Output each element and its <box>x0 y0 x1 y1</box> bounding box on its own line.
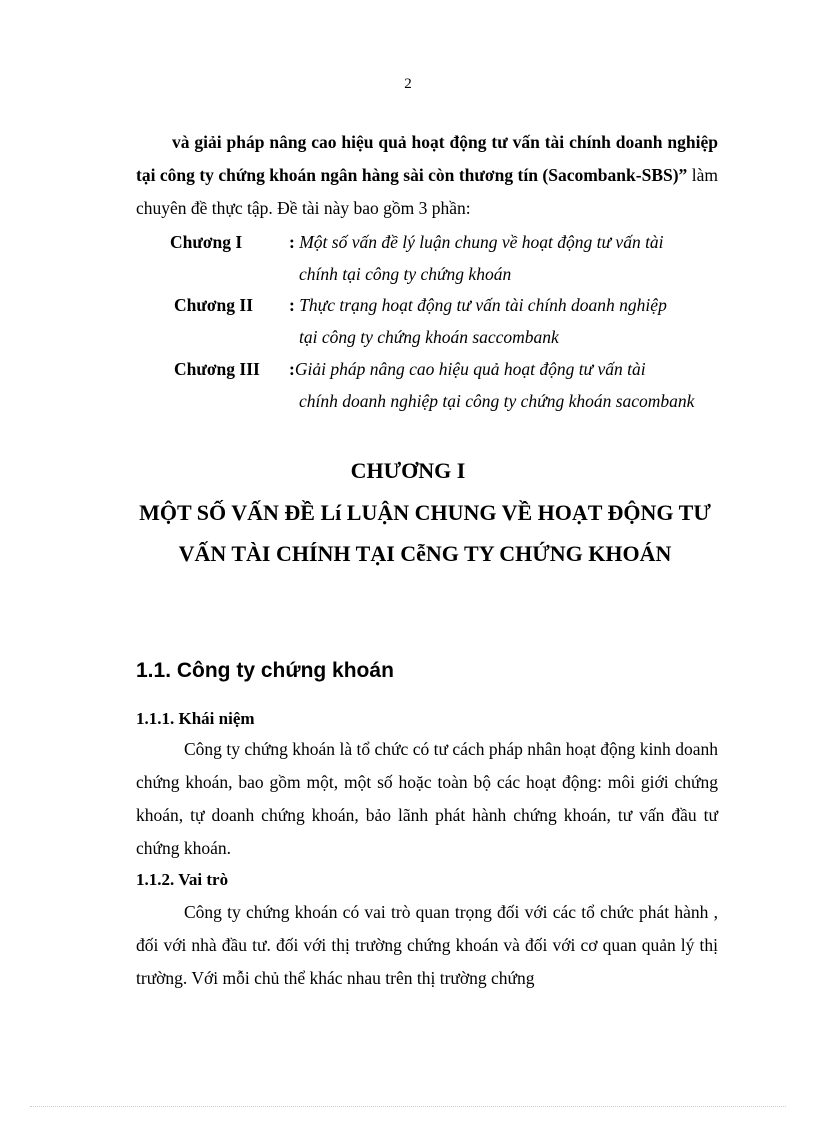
chapter-desc-line1: Thực trạng hoạt động tư vấn tài chính doanh nghiệp <box>299 295 667 315</box>
chapter-colon: : <box>289 232 300 252</box>
chapter-desc-line1: Một số vấn đề lý luận chung về hoạt động tư vấn tài <box>299 232 664 252</box>
definition-paragraph <box>136 733 718 865</box>
chapter-colon: : <box>289 295 300 315</box>
chapter-desc-rest: chính doanh nghiệp tại công ty chứng khoán sacombank <box>299 391 695 411</box>
definition-text: Công ty chứng khoán là tổ chức có tư cách pháp nhân hoạt động kinh doanh chứng khoán, bao gồm một, một số hoặc toàn bộ các hoạt động: môi giới chứng khoán, tự doanh chứng khoán, bảo lãnh phát hành chứng khoán, tư vấn đầu tư chứng khoán. <box>136 739 718 858</box>
chapter-desc-rest: chính tại công ty chứng khoán <box>299 264 512 284</box>
chapter-colon: : <box>289 359 295 379</box>
intro-bold-text: và giải pháp nâng cao hiệu quả hoạt động tư vấn tài chính doanh nghiệp tại công ty chứng khoán ngân hàng sài còn thương tín (Sacombank-SBS)” <box>136 132 718 185</box>
subsection-heading-definition: 1.1.1. Khái niệm <box>136 709 255 728</box>
chapter-desc-rest: tại công ty chứng khoán saccombank <box>299 327 559 347</box>
chapter-title: CHƯƠNG I <box>350 458 466 483</box>
footer-divider <box>30 1106 786 1107</box>
section-heading: 1.1. Công ty chứng khoán <box>136 659 394 682</box>
chapter-desc-line1: Giải pháp nâng cao hiệu quả hoạt động tư vấn tài <box>294 359 646 379</box>
intro-normal-text: làm chuyên đề thực tập. Đề tài này bao gồm 3 phần: <box>136 165 719 218</box>
chapter-description <box>289 226 718 290</box>
chapter-label: Chương I <box>170 232 243 252</box>
role-paragraph <box>136 896 718 995</box>
subsection-heading-role: 1.1.2. Vai trò <box>136 870 229 889</box>
chapter-description <box>289 289 718 353</box>
page-number: 2 <box>404 76 412 92</box>
chapter-heading: MỘT SỐ VẤN ĐỀ Lí LUẬN CHUNG VỀ HOẠT ĐỘNG TƯ VẤN TÀI CHÍNH TẠI CễNG TY CHỨNG KHOÁN <box>139 500 711 566</box>
chapter-label: Chương II <box>174 295 254 315</box>
role-text: Công ty chứng khoán có vai trò quan trọng đối với các tổ chức phát hành , đối với nhà đầu tư. đối với thị trường chứng khoán và đối với cơ quan quản lý thị trường. Với mỗi chủ thể khác nhau trên thị trường chứng <box>136 902 718 988</box>
chapter-label: Chương III <box>174 359 260 379</box>
chapter-description <box>289 353 718 417</box>
intro-paragraph <box>136 126 718 225</box>
